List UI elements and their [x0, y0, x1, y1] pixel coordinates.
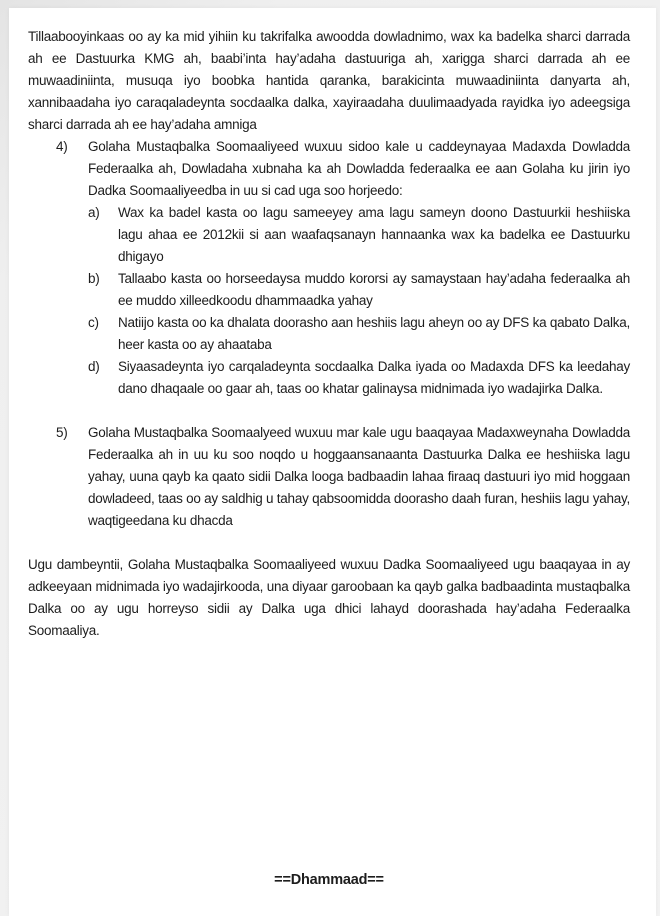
- sub-item-d-text: Siyaasadeynta iyo carqaladeynta socdaalka Dalka iyada oo Madaxda DFS ka leedahay dano dhaqaale oo gaar ah, taas oo khatar galinaysa midnimada iyo wadajirka Dalka.: [118, 359, 630, 396]
- document-page: [9, 8, 656, 916]
- sub-item-c: [88, 312, 630, 356]
- numbered-item-5-label: 5): [56, 425, 68, 440]
- sub-item-b: [88, 268, 630, 312]
- sub-item-c-text: Natiijo kasta oo ka dhalata doorasho aan heshiis lagu aheyn oo ay DFS ka qabato Dalka, heer kasta oo ay ahaataba: [118, 315, 630, 352]
- numbered-item-5: [56, 422, 630, 532]
- sub-item-a-text: Wax ka badel kasta oo lagu sameeyey ama lagu sameyn doono Dastuurkii heshiiska lagu ahaa ee 2012kii si aan waafaqsanayn hannaanka wax ka badelka ee Dastuurku dhigayo: [118, 205, 630, 264]
- sub-item-d: [88, 356, 630, 400]
- numbered-item-5-body: [88, 422, 630, 532]
- numbered-item-4-text: Golaha Mustaqbalka Soomaaliyeed wuxuu sidoo kale u caddeynayaa Madaxda Dowladda Federaalka ah, Dowladaha xubnaha ka ah Dowladda federaalka ee aan Golaha ku jirin iyo Dadka Soomaaliyeedba in uu si cad uga soo horjeedo:: [88, 139, 630, 198]
- closing-paragraph: Ugu dambeyntii, Golaha Mustaqbalka Soomaaliyeed wuxuu Dadka Soomaaliyeed ugu baaqayaa in ay adkeeyaan midnimada iyo wadajirkooda, una diyaar garoobaan ka qayb galka badbaadinta mustaqbalka Dalka oo ay ugu horreyso sidii ay Dalka uga dhici lahayd doorashada hay’adaha Federaalka Soomaaliya.: [28, 557, 630, 638]
- sub-item-a-label: a): [88, 205, 100, 220]
- sub-item-b-text: Tallaabo kasta oo horseedaysa muddo kororsi ay samaystaan hay’adaha federaalka ah ee muddo xilleedkoodu dhammaadka yahay: [118, 271, 630, 308]
- sub-item-d-label: d): [88, 359, 100, 374]
- sub-item-a: [88, 202, 630, 268]
- sub-item-b-label: b): [88, 271, 100, 286]
- document-content: [28, 26, 630, 888]
- end-marker: ==Dhammaad==: [274, 872, 384, 888]
- intro-paragraph: Tillaabooyinkaas oo ay ka mid yihiin ku takrifalka awoodda dowladnimo, wax ka badelka sharci darrada ah ee Dastuurka KMG ah, baabi’inta hay’adaha dastuuriga ah, xarigga sharci darrada ah ee muwaadiniinta, musuqa iyo boobka hantida qaranka, barakicinta muwaadiniinta danyarta ah, xannibaadaha iyo caraqaladeynta socdaalka dalka, xayiraadaha duulimaadyada rayidka iyo adeegsiga sharci darrada ah ee hay’adaha amniga: [28, 29, 630, 132]
- numbered-item-4-label: 4): [56, 139, 68, 154]
- numbered-item-4-body: [88, 136, 630, 400]
- numbered-item-4: [56, 136, 630, 400]
- sub-item-c-label: c): [88, 315, 99, 330]
- numbered-item-5-text: Golaha Mustaqbalka Soomaalyeed wuxuu mar kale ugu baaqayaa Madaxweynaha Dowladda Federaalka ah in uu ku soo noqdo u hoggaansanaanta Dastuurka Dalka ee heshiiska lagu yahay, uuna qayb ka qaato sidii Dalka looga badbaadin lahaa firaaq dastuuri iyo mid hoggaan dowladeed, taas oo ay saldhig u tahay qabsoomidda doorasho daah furan, heshiis lagu yahay, waqtigeedana ku dhacda: [88, 425, 630, 528]
